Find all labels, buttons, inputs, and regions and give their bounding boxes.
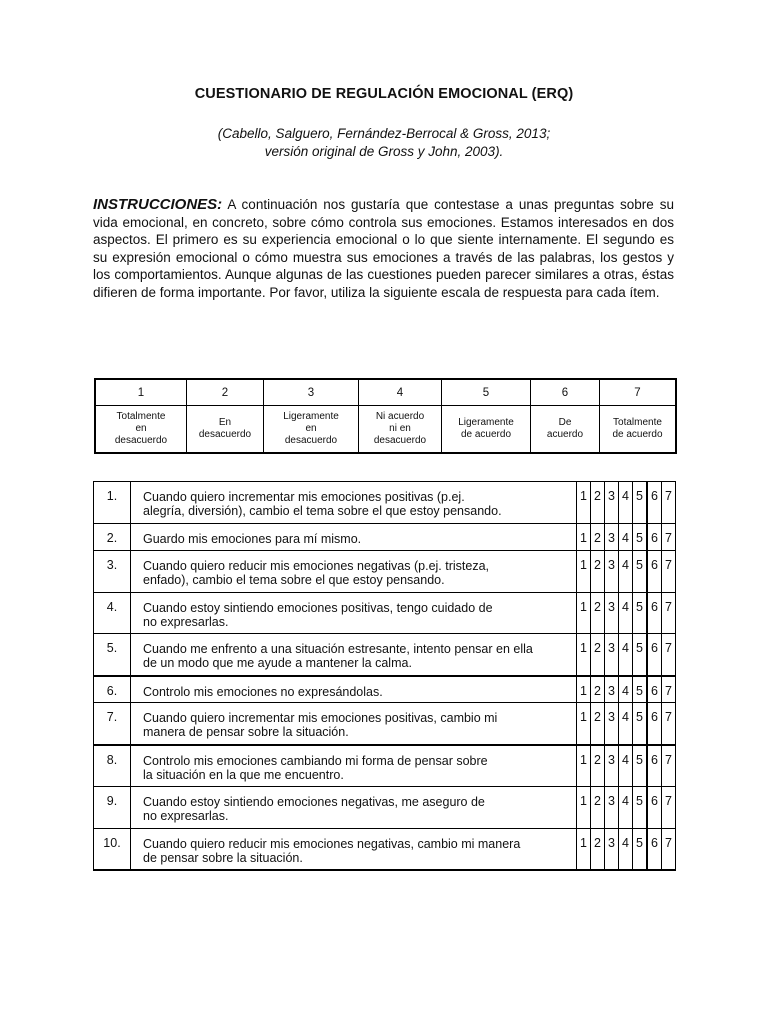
- scale-label-line: Ligeramente: [283, 411, 339, 422]
- item-number: 6.: [94, 676, 131, 703]
- item-question: [131, 745, 577, 787]
- rating-option[interactable]: 5: [633, 703, 648, 745]
- rating-option[interactable]: 4: [619, 482, 633, 524]
- rating-option[interactable]: 5: [633, 593, 648, 634]
- rating-option[interactable]: 3: [605, 593, 619, 634]
- questionnaire-row: [94, 676, 676, 703]
- questionnaire-row: [94, 829, 676, 870]
- rating-option[interactable]: 3: [605, 676, 619, 703]
- scale-label-line: desacuerdo: [198, 429, 252, 440]
- rating-option[interactable]: 7: [662, 593, 676, 634]
- item-number: 9.: [94, 787, 131, 829]
- questionnaire-row: [94, 551, 676, 593]
- scale-label-line: en: [135, 423, 147, 434]
- scale-label-line: acuerdo: [546, 429, 584, 440]
- questionnaire-row: [94, 787, 676, 829]
- rating-option[interactable]: 3: [605, 482, 619, 524]
- questionnaire-row: [94, 524, 676, 551]
- rating-option[interactable]: 2: [591, 745, 605, 787]
- item-question-line: Cuando estoy sintiendo emociones negativas, me aseguro de: [143, 795, 485, 809]
- scale-label-line: en: [305, 423, 317, 434]
- rating-option[interactable]: 6: [647, 634, 662, 676]
- scale-label-row: [95, 406, 676, 454]
- item-question: [131, 551, 577, 593]
- rating-option[interactable]: 7: [662, 787, 676, 829]
- item-question-line: Cuando quiero incrementar mis emociones positivas (p.ej.: [143, 490, 465, 504]
- scale-label: [187, 406, 264, 454]
- scale-label-line: Ligeramente: [458, 417, 514, 428]
- response-scale-table: [94, 378, 677, 454]
- rating-option[interactable]: 4: [619, 593, 633, 634]
- scale-label-line: Totalmente: [116, 411, 166, 422]
- rating-option[interactable]: 7: [662, 524, 676, 551]
- scale-number: 6: [531, 379, 600, 406]
- item-question-line: manera de pensar sobre la situación.: [143, 725, 349, 739]
- citation: [0, 125, 768, 161]
- rating-option[interactable]: 6: [647, 593, 662, 634]
- rating-option[interactable]: 1: [577, 634, 591, 676]
- rating-option[interactable]: 5: [633, 676, 648, 703]
- scale-label-line: En: [218, 417, 232, 428]
- instructions-lead: INSTRUCCIONES:: [93, 196, 223, 213]
- rating-option[interactable]: 1: [577, 676, 591, 703]
- item-question: [131, 787, 577, 829]
- rating-option[interactable]: 3: [605, 524, 619, 551]
- rating-option[interactable]: 2: [591, 482, 605, 524]
- instructions-body: A continuación nos gustaría que contestase a unas preguntas sobre su vida emocional, en concreto, sobre cómo controla sus emociones. Estamos interesados en dos aspectos. El primero es su experiencia emocional o lo que siente internamente. El segundo es su expresión emocional o cómo muestra sus emociones a través de las palabras, los gestos y los comportamientos. Aunque algunas de las cuestiones pueden parecer similares a otras, éstas difieren de forma importante. Por favor, utiliza la siguiente escala de respuesta para cada ítem.: [93, 197, 674, 300]
- item-number: 4.: [94, 593, 131, 634]
- rating-option[interactable]: 6: [647, 524, 662, 551]
- rating-option[interactable]: 6: [647, 676, 662, 703]
- item-question-line: Cuando me enfrento a una situación estresante, intento pensar en ella: [143, 642, 533, 656]
- item-number: 3.: [94, 551, 131, 593]
- item-question: [131, 703, 577, 745]
- scale-label-line: de acuerdo: [460, 429, 512, 440]
- scale-label: [531, 406, 600, 454]
- rating-option[interactable]: 4: [619, 676, 633, 703]
- rating-option[interactable]: 4: [619, 524, 633, 551]
- rating-option[interactable]: 4: [619, 634, 633, 676]
- questionnaire-row: [94, 482, 676, 524]
- item-number: 7.: [94, 703, 131, 745]
- scale-label: [95, 406, 187, 454]
- questionnaire-row: [94, 745, 676, 787]
- rating-option[interactable]: 6: [647, 703, 662, 745]
- rating-option[interactable]: 7: [662, 634, 676, 676]
- item-question-line: alegría, diversión), cambio el tema sobre el que estoy pensando.: [143, 504, 502, 518]
- item-question-line: Cuando quiero reducir mis emociones negativas, cambio mi manera: [143, 837, 521, 851]
- rating-option[interactable]: 2: [591, 524, 605, 551]
- rating-option[interactable]: 4: [619, 551, 633, 593]
- rating-option[interactable]: 2: [591, 634, 605, 676]
- rating-option[interactable]: 4: [619, 745, 633, 787]
- item-question-line: Controlo mis emociones no expresándolas.: [143, 684, 383, 699]
- scale-label: [359, 406, 442, 454]
- rating-option[interactable]: 6: [647, 482, 662, 524]
- scale-label: [600, 406, 677, 454]
- rating-option[interactable]: 5: [633, 551, 648, 593]
- item-question: [131, 676, 577, 703]
- scale-number: 5: [442, 379, 531, 406]
- item-question-line: de pensar sobre la situación.: [143, 851, 303, 865]
- item-question-line: no expresarlas.: [143, 809, 229, 823]
- rating-option[interactable]: 7: [662, 745, 676, 787]
- item-question-line: enfado), cambio el tema sobre el que estoy pensando.: [143, 573, 445, 587]
- rating-option[interactable]: 5: [633, 745, 648, 787]
- scale-label-line: Totalmente: [613, 417, 662, 428]
- item-number: 2.: [94, 524, 131, 551]
- rating-option[interactable]: 1: [577, 703, 591, 745]
- scale-label-line: de acuerdo: [612, 429, 663, 440]
- rating-option[interactable]: 6: [647, 551, 662, 593]
- rating-option[interactable]: 4: [619, 787, 633, 829]
- scale-number-row: [95, 379, 676, 406]
- rating-option[interactable]: 1: [577, 524, 591, 551]
- rating-option[interactable]: 3: [605, 787, 619, 829]
- scale-label-line: desacuerdo: [284, 435, 338, 446]
- rating-option[interactable]: 3: [605, 829, 619, 870]
- rating-option[interactable]: 7: [662, 829, 676, 870]
- questionnaire-row: [94, 593, 676, 634]
- scale-number: 3: [264, 379, 359, 406]
- rating-option[interactable]: 7: [662, 676, 676, 703]
- scale-label-line: desacuerdo: [373, 435, 427, 446]
- item-question: [131, 829, 577, 870]
- rating-option[interactable]: 2: [591, 703, 605, 745]
- rating-option[interactable]: 1: [577, 482, 591, 524]
- scale-label-line: Ni acuerdo: [375, 411, 425, 422]
- item-question: [131, 482, 577, 524]
- questionnaire-table: [93, 481, 676, 871]
- citation-line: versión original de Gross y John, 2003).: [264, 144, 504, 159]
- rating-option[interactable]: 5: [633, 482, 648, 524]
- item-question-line: Cuando quiero reducir mis emociones negativas (p.ej. tristeza,: [143, 559, 490, 573]
- rating-option[interactable]: 4: [619, 703, 633, 745]
- scale-label: [264, 406, 359, 454]
- rating-option[interactable]: 6: [647, 745, 662, 787]
- rating-option[interactable]: 2: [591, 676, 605, 703]
- instructions-paragraph: [93, 196, 674, 302]
- item-question: [131, 634, 577, 676]
- rating-option[interactable]: 3: [605, 703, 619, 745]
- item-number: 5.: [94, 634, 131, 676]
- rating-option[interactable]: 7: [662, 703, 676, 745]
- item-number: 8.: [94, 745, 131, 787]
- item-number: 10.: [94, 829, 131, 870]
- rating-option[interactable]: 6: [647, 829, 662, 870]
- questionnaire-row: [94, 703, 676, 745]
- rating-option[interactable]: 5: [633, 524, 648, 551]
- rating-option[interactable]: 7: [662, 551, 676, 593]
- rating-option[interactable]: 2: [591, 829, 605, 870]
- scale-number: 7: [600, 379, 677, 406]
- item-question-line: de un modo que me ayude a mantener la calma.: [143, 656, 412, 670]
- rating-option[interactable]: 1: [577, 593, 591, 634]
- rating-option[interactable]: 1: [577, 745, 591, 787]
- page-title: CUESTIONARIO DE REGULACIÓN EMOCIONAL (ERQ): [194, 86, 574, 102]
- rating-option[interactable]: 3: [605, 745, 619, 787]
- rating-option[interactable]: 3: [605, 634, 619, 676]
- rating-option[interactable]: 1: [577, 551, 591, 593]
- item-question-line: la situación en la que me encuentro.: [143, 767, 344, 782]
- rating-option[interactable]: 5: [633, 787, 648, 829]
- rating-option[interactable]: 5: [633, 634, 648, 676]
- item-number: 1.: [94, 482, 131, 524]
- item-question-line: no expresarlas.: [143, 615, 229, 629]
- scale-number: 2: [187, 379, 264, 406]
- citation-line: (Cabello, Salguero, Fernández-Berrocal & Gross, 2013;: [217, 126, 551, 141]
- rating-option[interactable]: 1: [577, 829, 591, 870]
- item-question-line: Cuando quiero incrementar mis emociones positivas, cambio mi: [143, 711, 498, 725]
- rating-option[interactable]: 2: [591, 787, 605, 829]
- rating-option[interactable]: 6: [647, 787, 662, 829]
- scale-number: 1: [95, 379, 187, 406]
- scale-label-line: ni en: [389, 423, 411, 434]
- item-question-line: Cuando estoy sintiendo emociones positivas, tengo cuidado de: [143, 601, 493, 615]
- scale-label: [442, 406, 531, 454]
- scale-label-line: De: [558, 417, 572, 428]
- scale-number: 4: [359, 379, 442, 406]
- rating-option[interactable]: 4: [619, 829, 633, 870]
- rating-option[interactable]: 2: [591, 593, 605, 634]
- rating-option[interactable]: 1: [577, 787, 591, 829]
- questionnaire-row: [94, 634, 676, 676]
- item-question-line: Guardo mis emociones para mí mismo.: [143, 532, 362, 546]
- scale-label-line: desacuerdo: [114, 435, 168, 446]
- rating-option[interactable]: 3: [605, 551, 619, 593]
- item-question-line: Controlo mis emociones cambiando mi forma de pensar sobre: [143, 753, 488, 768]
- item-question: [131, 524, 577, 551]
- rating-option[interactable]: 2: [591, 551, 605, 593]
- rating-option[interactable]: 5: [633, 829, 648, 870]
- item-question: [131, 593, 577, 634]
- rating-option[interactable]: 7: [662, 482, 676, 524]
